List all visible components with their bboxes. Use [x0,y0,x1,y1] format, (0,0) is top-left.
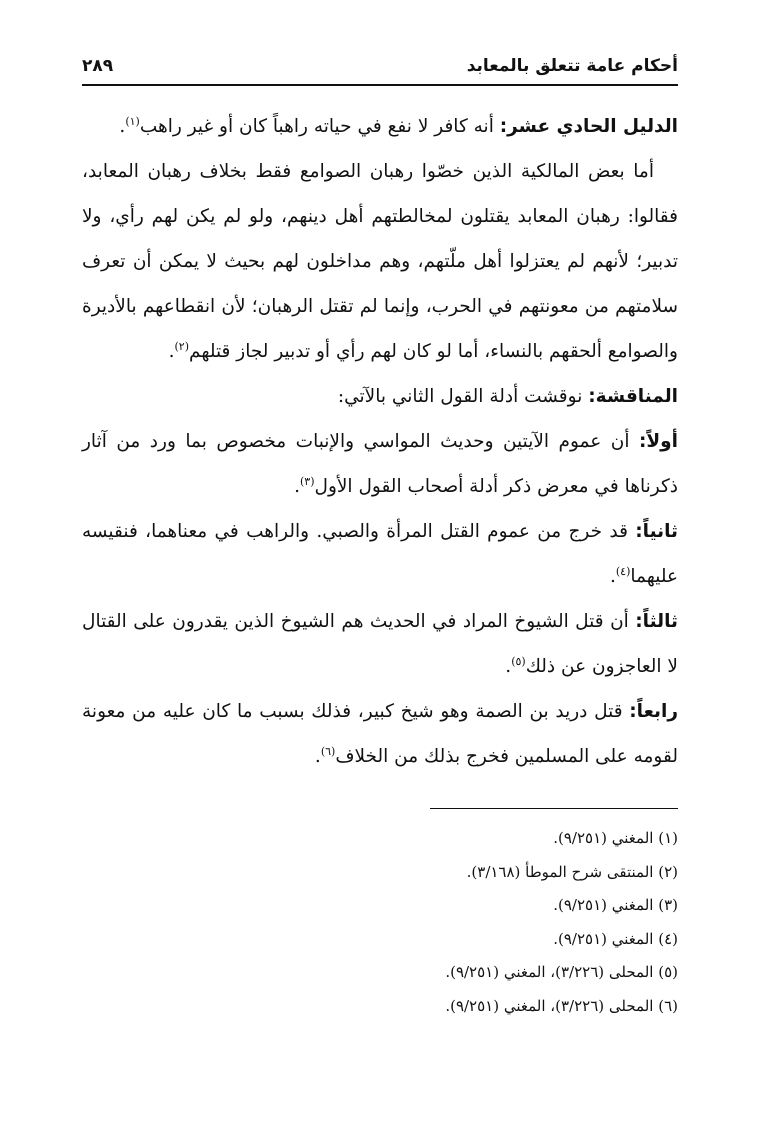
footnote-separator [430,808,678,809]
footnote-item: (٥) المحلى (٣/٢٢٦)، المغني (٩/٢٥١). [445,963,678,981]
footnote-item: (٢) المنتقى شرح الموطأ (٣/١٦٨). [466,862,678,881]
paragraph-heading: ثالثاً: [635,611,678,632]
paragraph-second-point [82,509,678,599]
paragraph-first-point [82,419,678,509]
running-title: أحكام عامة تتعلق بالمعابد [466,56,678,76]
main-text [82,104,678,779]
paragraph-heading: أولاً: [638,431,678,452]
paragraph-malikiyya [82,149,678,374]
paragraph-end: . [314,746,321,767]
footnote-ref: (٢) [174,339,190,353]
footnote-ref: (١) [125,114,140,128]
paragraph-evidence-eleven [82,104,678,149]
paragraph-text: أن قتل الشيوخ المراد في الحديث هم الشيوخ الذين يقدرون على القتال لا العاجزون عن ذلك [82,611,678,677]
paragraph-heading: رابعاً: [629,701,678,722]
paragraph-end: . [119,116,126,137]
page-header [82,54,678,86]
footnote-ref: (٥) [511,654,526,668]
paragraph-text: قد خرج من عموم القتل المرأة والصبي. والراهب في معناهما، فنقيسه عليهما [82,521,678,587]
paragraph-discussion [82,374,678,419]
paragraph-heading: ثانياً: [635,521,678,542]
paragraph-text: قتل دريد بن الصمة وهو شيخ كبير، فذلك بسبب ما كان عليه من معونة لقومه على المسلمين فخرج بذلك من الخلاف [82,701,678,767]
paragraph-text: نوقشت أدلة القول الثاني بالآتي: [337,386,589,407]
paragraph-end: . [168,341,175,362]
paragraph-end: . [505,656,512,677]
footnote-item: (١) المغني (٩/٢٥١). [553,829,678,847]
footnote-item: (٤) المغني (٩/٢٥١). [553,929,678,948]
footnote-item: (٦) المحلى (٣/٢٢٦)، المغني (٩/٢٥١). [445,996,678,1015]
footnote-ref: (٦) [320,744,336,758]
paragraph-fourth-point [82,689,678,779]
paragraph-text: أما بعض المالكية الذين خصّوا رهبان الصوامع فقط بخلاف رهبان المعابد، فقالوا: رهبان المعابد يقتلون لمخالطتهم أهل دينهم، ولو لم يكن لهم رأي، ولا تدبير؛ لأنهم لم يعتزلوا أهل ملّتهم، وهم مداخلون لهم بحيث لا يمكن أن تعرف سلامتهم من معونتهم في الحرب، وإنما لم تقتل الرهبان؛ لأن انقطاعهم بالأديرة والصوامع ألحقهم بالنساء، أما لو كان لهم رأي أو تدبير لجاز قتلهم [82,161,678,362]
footnote-ref: (٤) [615,564,631,578]
page-number: ٢٨٩ [82,56,114,76]
footnote-item: (٣) المغني (٩/٢٥١). [553,896,678,914]
paragraph-text: أن عموم الآيتين وحديث المواسي والإنبات مخصوص بما ورد من آثار ذكرناها في معرض ذكر أدلة أصحاب القول الأول [82,431,678,497]
paragraph-third-point [82,599,678,689]
paragraph-heading: الدليل الحادي عشر: [499,116,678,137]
footnotes [82,822,678,1023]
paragraph-end: . [609,566,616,587]
footnote-ref: (٣) [299,474,315,488]
paragraph-heading: المناقشة: [588,386,678,407]
paragraph-end: . [294,476,300,497]
paragraph-text: أنه كافر لا نفع في حياته راهباً كان أو غير راهب [139,116,500,137]
